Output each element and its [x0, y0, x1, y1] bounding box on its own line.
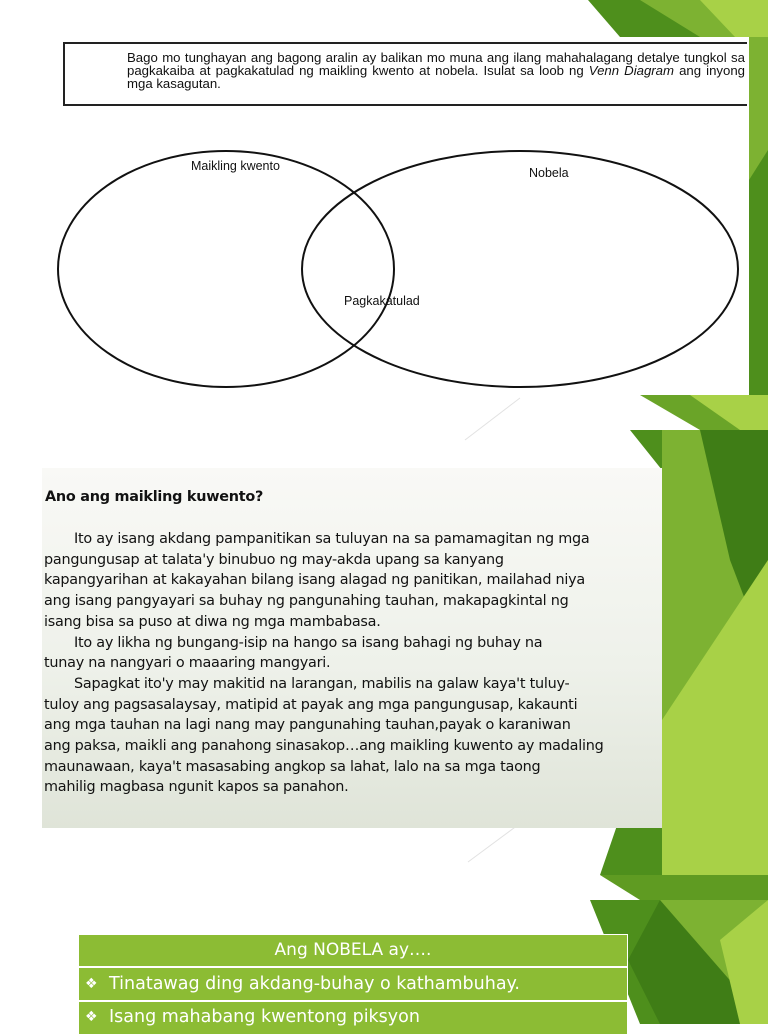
nobela-item [78, 967, 628, 1001]
body-line: tunay na nangyari o maaaring mangyari. [44, 655, 331, 672]
venn-circle-left [58, 151, 394, 387]
venn-label-right: Nobela [529, 166, 569, 180]
nobela-item-text: Tinatawag ding akdang-buhay o kathambuhay. [109, 974, 520, 994]
body-line: Ito ay likha ng bungang-isip na hango sa isang bahagi ng buhay na [74, 634, 543, 651]
body-line: ang isang pangyayari sa buhay ng pangunahing tauhan, makapagkintal ng [44, 593, 569, 610]
venn-label-center: Pagkakatulad [344, 294, 420, 308]
body-line: tuloy ang pagsasalaysay, matipid at payak ang mga pangungusap, kakaunti [44, 696, 578, 713]
venn-circle-right [302, 151, 738, 387]
body-line: ang mga tauhan na lagi nang may pangunahing tauhan,payak o karaniwan [44, 717, 571, 734]
body-line: isang bisa sa puso at diwa ng mga mambabasa. [44, 613, 381, 630]
nobela-item [78, 1001, 628, 1035]
kuwento-body [44, 529, 656, 798]
instruction-text: Bago mo tunghayan ang bagong aralin ay balikan mo muna ang ilang mahahalagang detalye tungkol sa pagkakaiba at pagkakatulad ng maikling kwento at nobela. Isulat sa loob ng Venn Diagram ang inyong mga kasagutan. [127, 50, 746, 91]
body-line: pangungusap at talata'y binubuo ng may-akda upang sa kanyang [44, 551, 504, 568]
body-line: mahilig magbasa ngunit kapos sa panahon. [44, 779, 349, 796]
venn-diagram [36, 37, 749, 395]
diamond-bullet-icon: ❖ [85, 976, 98, 992]
nobela-slide [78, 934, 628, 1027]
body-line: kapangyarihan at kakayahan bilang isang alagad ng panitikan, mailahad niya [44, 572, 585, 589]
nobela-item-text: Isang mahabang kwentong piksyon [109, 1007, 420, 1027]
venn-label-left: Maikling kwento [191, 159, 280, 173]
diamond-bullet-icon: ❖ [85, 1009, 98, 1025]
kuwento-title: Ano ang maikling kuwento? [45, 489, 264, 505]
body-line: ang paksa, maikli ang panahong sinasakop…ang maikling kuwento ay madaling [44, 738, 604, 755]
kuwento-slide [42, 468, 662, 828]
nobela-title: Ang NOBELA ay…. [78, 934, 628, 967]
instruction-emphasis: Venn Diagram [588, 63, 675, 78]
venn-slide [36, 37, 749, 395]
body-line: Ito ay isang akdang pampanitikan sa tuluyan na sa pamamagitan ng mga [74, 531, 590, 547]
body-line: Sapagkat ito'y may makitid na larangan, mabilis na galaw kaya't tuluy- [74, 675, 570, 692]
body-line: maunawaan, kaya't masasabing angkop sa lahat, lalo na sa mga taong [44, 758, 541, 775]
